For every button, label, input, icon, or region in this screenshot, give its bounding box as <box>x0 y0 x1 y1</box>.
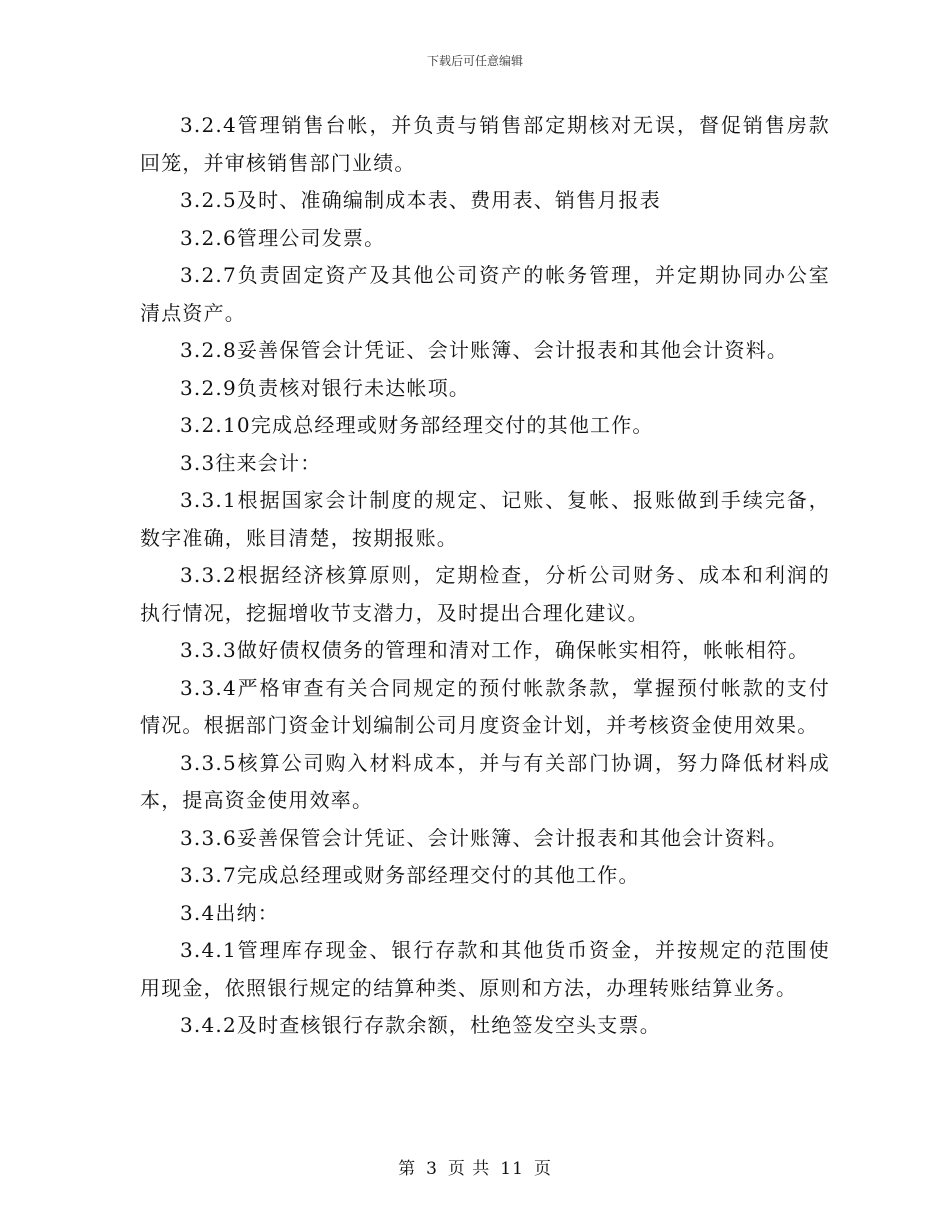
page-number <box>0 1154 950 1179</box>
header-note: 下载后可任意编辑 <box>426 54 523 68</box>
paragraph-3-2-9: 3.2.9负责核对银行未达帐项。 <box>180 375 471 400</box>
page-middle: 页 共 <box>447 1159 491 1179</box>
paragraph-3-4-2: 3.4.2及时查核银行存款余额，杜绝签发空头支票。 <box>180 1013 661 1037</box>
paragraph-3-3-3: 3.3.3做好债权债务的管理和清对工作，确保帐实相符，帐帐相符。 <box>180 638 810 662</box>
document-body <box>140 107 830 1045</box>
total-page-count: 11 <box>500 1159 524 1179</box>
paragraph-3-2-8: 3.2.8妥善保管会计凭证、会计账簿、会计报表和其他会计资料。 <box>180 338 789 362</box>
paragraph-3-3-4: 3.3.4严格审查有关合同规定的预付帐款条款，掌握预付帐款的支付情况。根据部门资金计划编制公司月度资金计划，并考核资金使用效果。 <box>140 675 830 737</box>
paragraph-3-3-2: 3.3.2根据经济核算原则，定期检查，分析公司财务、成本和利润的执行情况，挖掘增收节支潜力，及时提出合理化建议。 <box>140 563 830 625</box>
paragraph-3-3-1: 3.3.1根据国家会计制度的规定、记账、复帐、报账做到手续完备，数字准确，账目清楚，按期报账。 <box>140 488 830 550</box>
section-heading-3-3: 3.3往来会计： <box>180 450 322 475</box>
paragraph-3-2-7: 3.2.7负责固定资产及其他公司资产的帐务管理，并定期协同办公室清点资产。 <box>140 263 830 325</box>
paragraph-3-2-6: 3.2.6管理公司发票。 <box>180 225 386 250</box>
page-prefix: 第 <box>398 1159 417 1179</box>
paragraph-3-4-1: 3.4.1管理库存现金、银行存款和其他货币资金，并按规定的范围使用现金，依照银行规定的结算种类、原则和方法，办理转账结算业务。 <box>140 938 830 1000</box>
section-heading-3-4: 3.4出纳： <box>180 900 280 925</box>
paragraph-3-2-5: 3.2.5及时、准确编制成本表、费用表、销售月报表 <box>180 188 661 212</box>
paragraph-3-2-10: 3.2.10完成总经理或财务部经理交付的其他工作。 <box>180 413 654 437</box>
paragraph-3-3-7: 3.3.7完成总经理或财务部经理交付的其他工作。 <box>180 863 640 887</box>
paragraph-3-3-5: 3.3.5核算公司购入材料成本，并与有关部门协调，努力降低材料成本，提高资金使用效率。 <box>140 750 830 812</box>
current-page-number: 3 <box>426 1159 438 1179</box>
paragraph-3-3-6: 3.3.6妥善保管会计凭证、会计账簿、会计报表和其他会计资料。 <box>180 825 789 850</box>
paragraph-3-2-4: 3.2.4管理销售台帐，并负责与销售部定期核对无误，督促销售房款回笼，并审核销售部门业绩。 <box>140 113 830 175</box>
page-suffix: 页 <box>533 1159 552 1179</box>
